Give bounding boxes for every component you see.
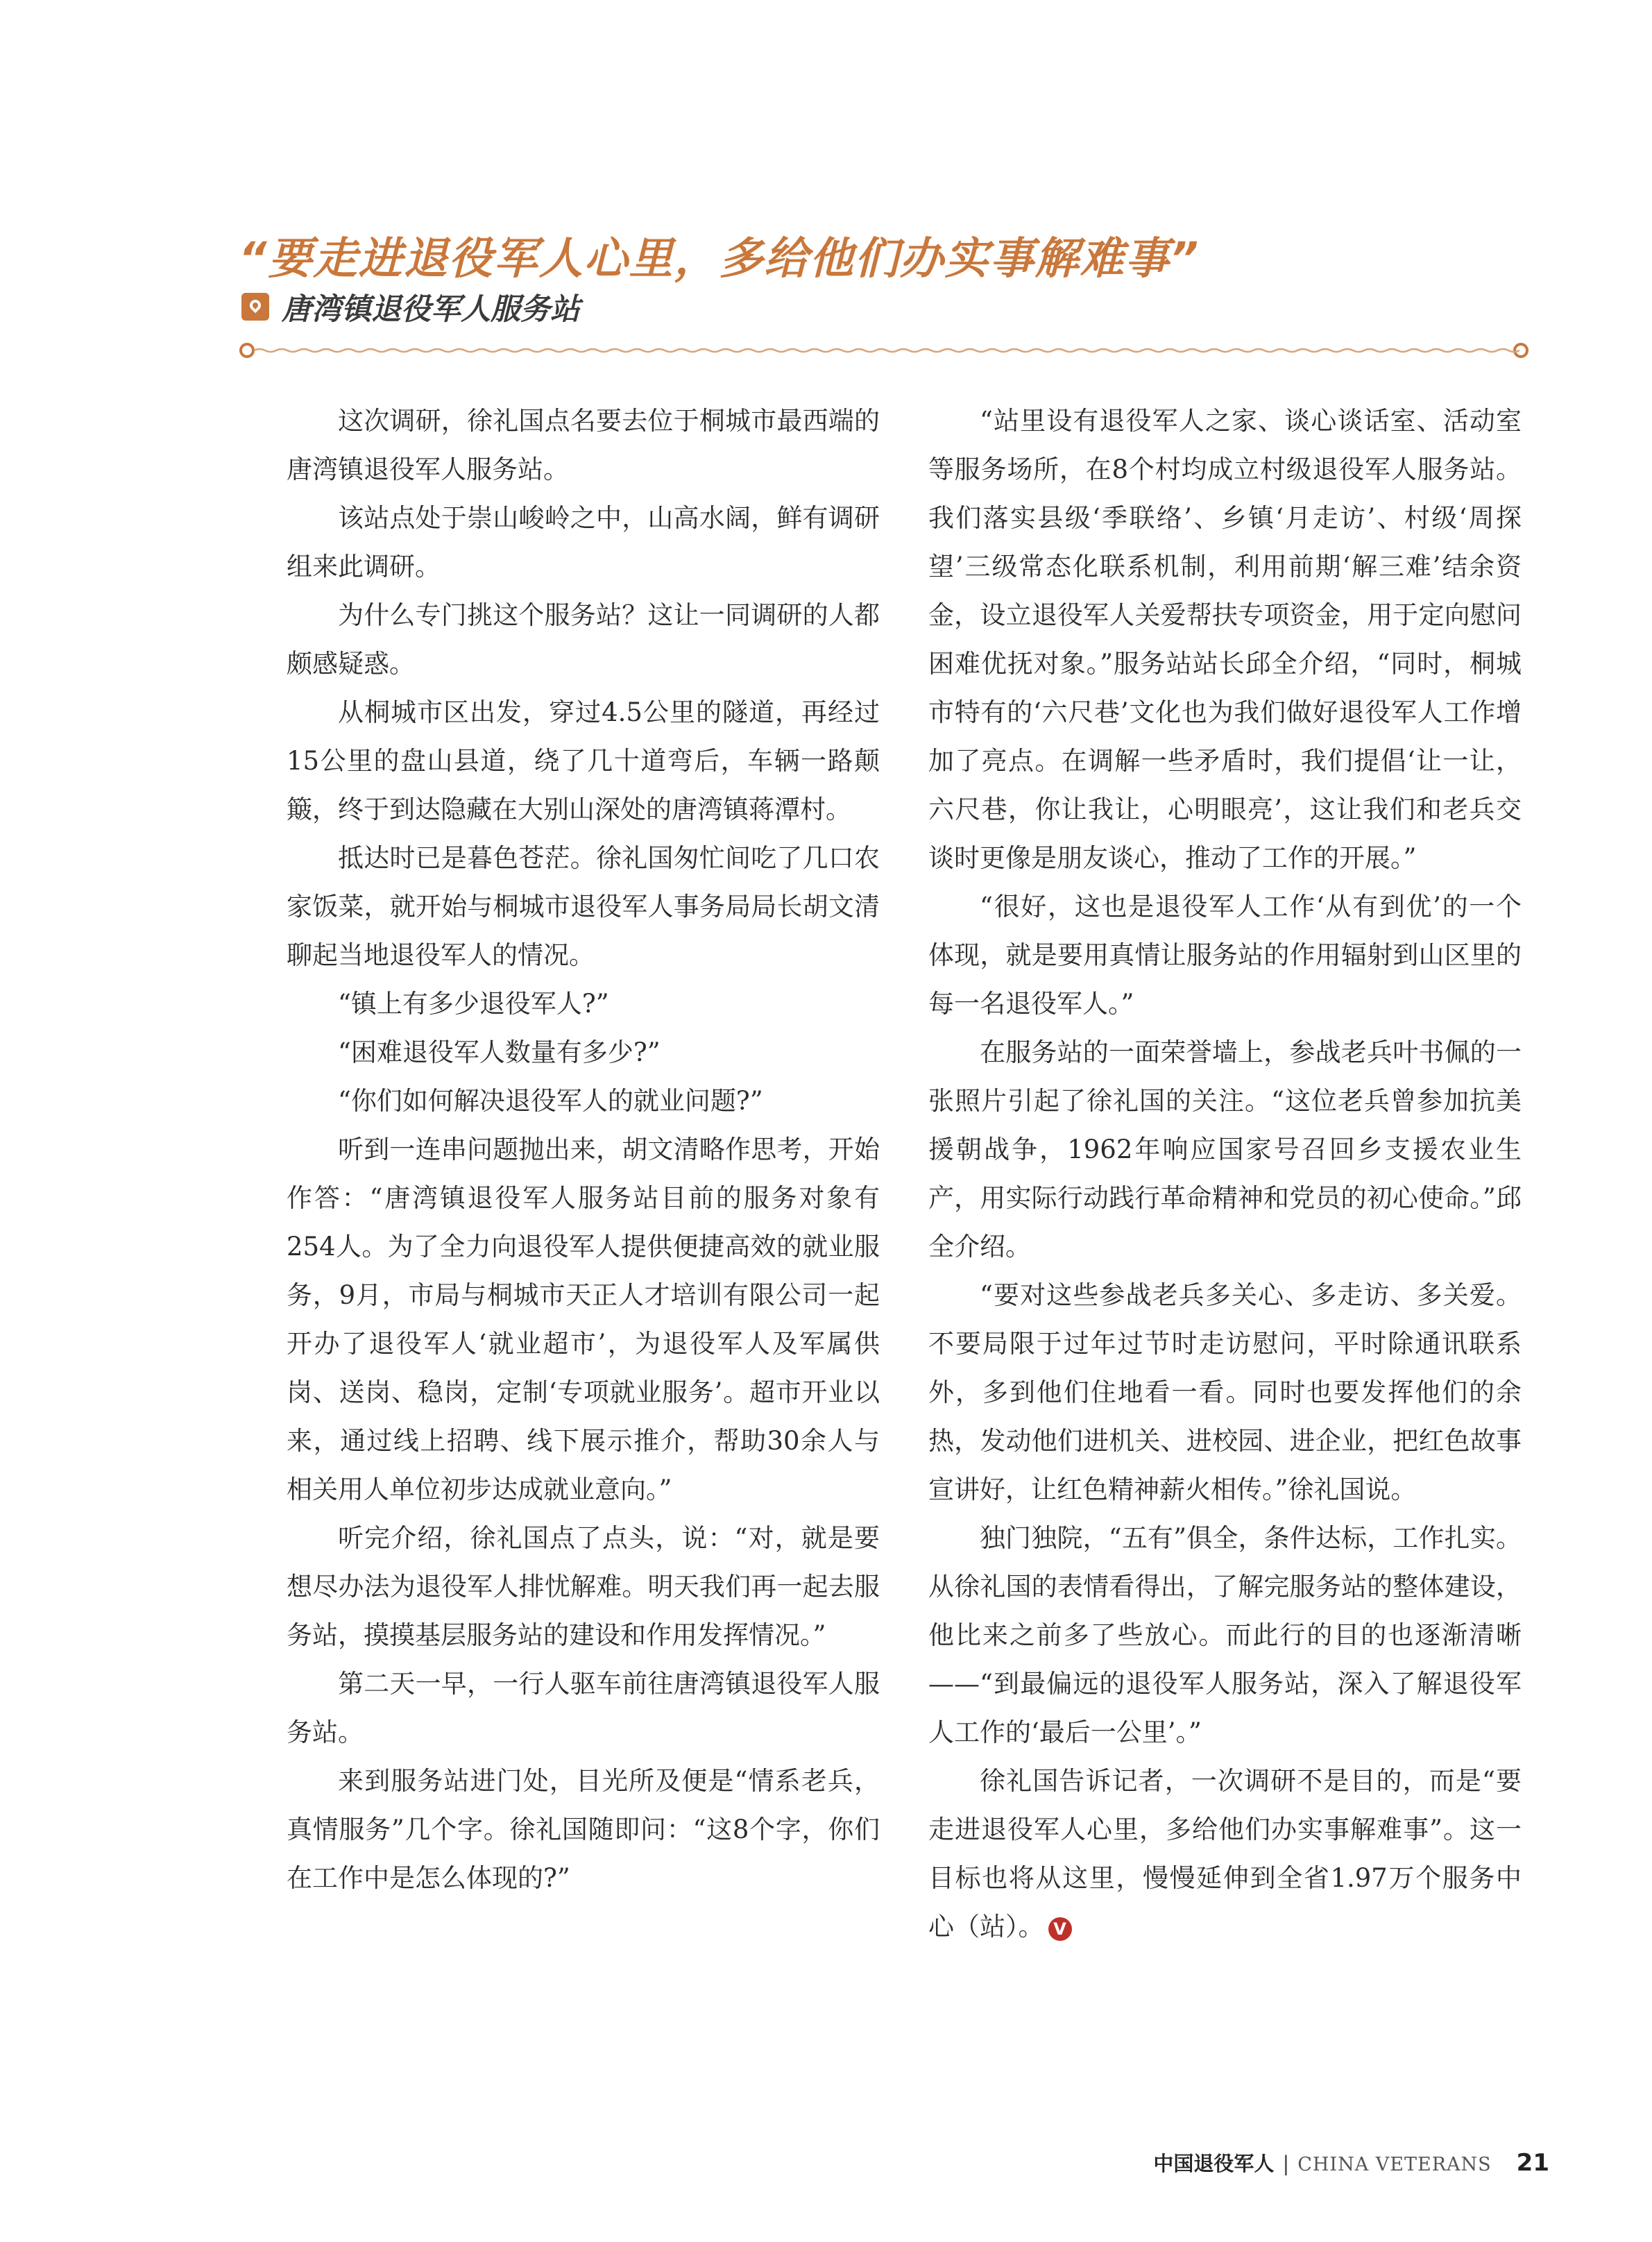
decorative-divider — [239, 340, 1529, 361]
article-subtitle: 唐湾镇退役军人服务站 — [282, 291, 580, 327]
left-column — [287, 397, 880, 1903]
publication-name-en: CHINA VETERANS — [1297, 2154, 1492, 2175]
page-number: 21 — [1516, 2149, 1549, 2177]
paragraph-text: 这次调研，徐礼国点名要去位于桐城市最西端的唐湾镇退役军人服务站。 — [287, 406, 880, 484]
article-paragraph — [287, 1514, 880, 1660]
paragraph-text: “困难退役军人数量有多少?” — [338, 1037, 661, 1067]
paragraph-text: 听完介绍，徐礼国点了点头，说：“对，就是要想尽办法为退役军人排忧解难。明天我们再一起去服务站，摸摸基层服务站的建设和作用发挥情况。” — [287, 1523, 880, 1650]
article-paragraph — [287, 397, 880, 494]
article-headline: “要走进退役军人心里，多给他们办实事解难事” — [239, 233, 1200, 284]
article-paragraph — [928, 397, 1522, 883]
paragraph-text: 独门独院，“五有”俱全，条件达标，工作扎实。从徐礼国的表情看得出，了解完服务站的整体建设，他比来之前多了些放心。而此行的目的也逐渐清晰——“到最偏远的退役军人服务站，深入了解退役军人工作的‘最后一公里’。” — [928, 1523, 1522, 1747]
article-paragraph — [928, 1514, 1522, 1757]
article-paragraph — [287, 688, 880, 834]
page-footer — [1153, 2148, 1549, 2177]
paragraph-text: “要对这些参战老兵多关心、多走访、多关爱。不要局限于过年过节时走访慰问，平时除通讯联系外，多到他们住地看一看。同时也要发挥他们的余热，发动他们进机关、进校园、进企业，把红色故事宣讲好，让红色精神薪火相传。”徐礼国说。 — [928, 1280, 1522, 1504]
article-paragraph — [928, 883, 1522, 1028]
subtitle-row — [241, 287, 580, 326]
paragraph-text: “很好，这也是退役军人工作‘从有到优’的一个体现，就是要用真情让服务站的作用辐射到山区里的每一名退役军人。” — [928, 892, 1522, 1019]
paragraph-text: 听到一连串问题抛出来，胡文清略作思考，开始作答：“唐湾镇退役军人服务站目前的服务对象有254人。为了全力向退役军人提供便捷高效的就业服务，9月，市局与桐城市天正人才培训有限公司一起开办了退役军人‘就业超市’，为退役军人及军属供岗、送岗、稳岗，定制‘专项就业服务’。超市开业以来，通过线上招聘、线下展示推介，帮助30余人与相关用人单位初步达成就业意向。” — [287, 1135, 880, 1504]
article-paragraph — [287, 1028, 880, 1077]
paragraph-text: 在服务站的一面荣誉墙上，参战老兵叶书佩的一张照片引起了徐礼国的关注。“这位老兵曾参加抗美援朝战争，1962年响应国家号召回乡支援农业生产，用实际行动践行革命精神和党员的初心使命。”邱全介绍。 — [928, 1037, 1522, 1262]
article-paragraph — [928, 1271, 1522, 1514]
article-paragraph — [287, 591, 880, 688]
paragraph-text: 来到服务站进门处，目光所及便是“情系老兵，真情服务”几个字。徐礼国随即问：“这8个字，你们在工作中是怎么体现的?” — [287, 1766, 880, 1893]
publication-name: 中国退役军人 — [1153, 2152, 1275, 2175]
article-paragraph — [287, 834, 880, 980]
paragraph-text: 第二天一早，一行人驱车前往唐湾镇退役军人服务站。 — [287, 1669, 880, 1747]
right-column — [928, 397, 1522, 1951]
article-paragraph — [287, 980, 880, 1028]
article-paragraph — [287, 1126, 880, 1514]
paragraph-text: 该站点处于崇山峻岭之中，山高水阔，鲜有调研组来此调研。 — [287, 503, 880, 581]
paragraph-text: 徐礼国告诉记者，一次调研不是目的，而是“要走进退役军人心里，多给他们办实事解难事”。这一目标也将从这里，慢慢延伸到全省1.97万个服务中心（站）。 — [928, 1766, 1522, 1942]
paragraph-text: 从桐城市区出发，穿过4.5公里的隧道，再经过15公里的盘山县道，绕了几十道弯后，车辆一路颠簸，终于到达隐藏在大别山深处的唐湾镇蒋潭村。 — [287, 697, 880, 824]
article-paragraph — [287, 1077, 880, 1126]
paragraph-text: “镇上有多少退役军人?” — [338, 989, 609, 1019]
paragraph-text: “站里设有退役军人之家、谈心谈话室、活动室等服务场所，在8个村均成立村级退役军人服务站。我们落实县级‘季联络’、乡镇‘月走访’、村级‘周探望’三级常态化联系机制，利用前期‘解三难’结余资金，设立退役军人关爱帮扶专项资金，用于定向慰问困难优抚对象。”服务站站长邱全介绍，“同时，桐城市特有的‘六尺巷’文化也为我们做好退役军人工作增加了亮点。在调解一些矛盾时，我们提倡‘让一让，六尺巷，你让我让，心明眼亮’，这让我们和老兵交谈时更像是朋友谈心，推动了工作的开展。” — [928, 406, 1522, 873]
article-paragraph — [928, 1028, 1522, 1271]
paragraph-text: 抵达时已是暮色苍茫。徐礼国匆忙间吃了几口农家饭菜，就开始与桐城市退役军人事务局局长胡文清聊起当地退役军人的情况。 — [287, 843, 880, 970]
footer-separator: | — [1282, 2152, 1290, 2175]
article-paragraph — [287, 494, 880, 591]
article-paragraph — [287, 1757, 880, 1903]
location-pin-icon — [241, 293, 269, 321]
article-paragraph — [287, 1660, 880, 1757]
article-paragraph — [928, 1757, 1522, 1951]
article-end-mark-icon: V — [1048, 1917, 1072, 1941]
paragraph-text: 为什么专门挑这个服务站？这让一同调研的人都颇感疑惑。 — [287, 600, 880, 679]
paragraph-text: “你们如何解决退役军人的就业问题?” — [338, 1086, 763, 1116]
